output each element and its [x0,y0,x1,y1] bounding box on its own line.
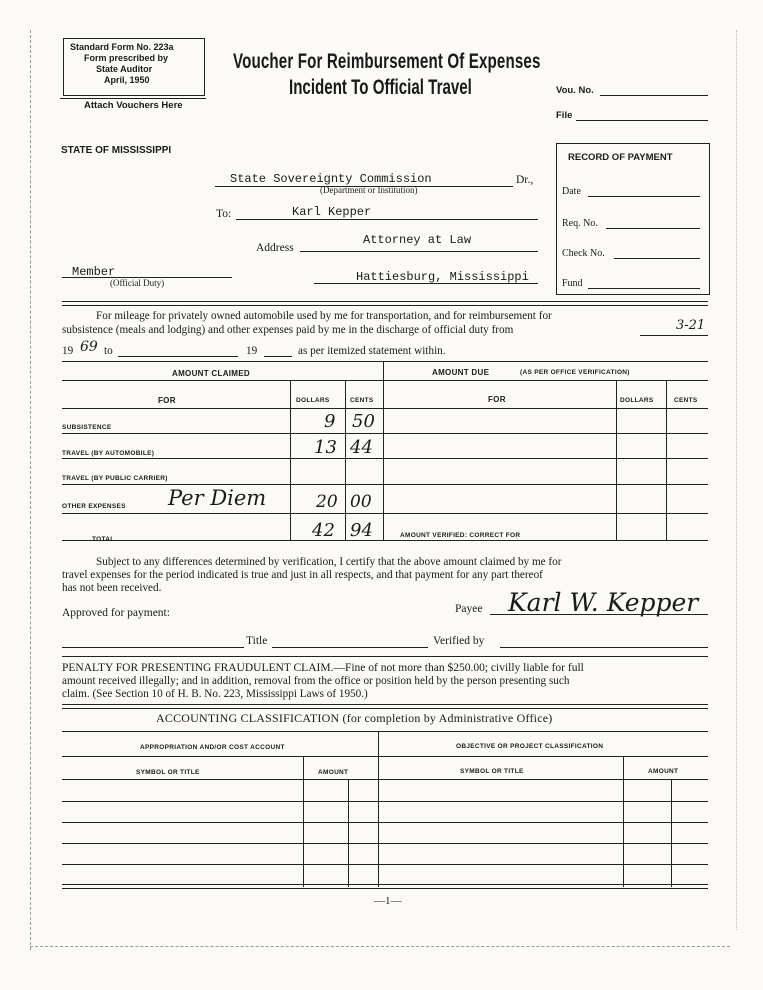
claimed-cents-header: CENTS [350,397,374,404]
form-number-line3: State Auditor [96,64,153,74]
mileage-year-prefix2: 19 [246,345,258,357]
dr-label: Dr., [516,174,534,186]
document-title-line1: Voucher For Reimbursement Of Expenses [233,50,541,73]
other-expenses-note: Per Diem [168,486,267,510]
claimed-for-header: FOR [158,396,176,405]
left-symbol-header: SYMBOL OR TITLE [136,769,200,776]
due-dollars-header: DOLLARS [620,397,654,404]
amount-due-note: (AS PER OFFICE VERIFICATION) [520,369,630,376]
official-duty-value: Member [72,265,116,279]
penalty-line2: amount received illegally; and in addition, removal from the office or position held by the person presenting such [62,675,570,687]
record-req-no-label: Req. No. [562,218,598,229]
mileage-to-label: to [104,345,113,357]
form-number-line1: Standard Form No. 223a [70,42,174,52]
row-dollars: 20 [316,492,338,512]
to-name-value: Karl Kepper [292,205,372,219]
certify-line2: travel expenses for the period indicated is true and just in all respects, and that payment for any part thereof [62,569,543,581]
left-amount-header: AMOUNT [318,769,349,776]
row-label: TRAVEL (BY PUBLIC CARRIER) [62,475,168,482]
objective-header: OBJECTIVE OR PROJECT CLASSIFICATION [456,743,604,750]
voucher-number-label: Vou. No. [556,85,594,96]
penalty-line1: PENALTY FOR PRESENTING FRAUDULENT CLAIM.—Fine of not more than $250.00; civilly liable for full [62,662,584,674]
document-title-line2: Incident To Official Travel [289,76,472,99]
right-amount-header: AMOUNT [648,768,679,775]
row-cents: 00 [350,492,372,512]
page-number: —1— [374,895,402,907]
mileage-tail: as per itemized statement within. [298,345,446,357]
state-heading: STATE OF MISSISSIPPI [61,145,172,156]
row-label: TRAVEL (BY AUTOMOBILE) [62,450,155,457]
right-symbol-header: SYMBOL OR TITLE [460,768,524,775]
payee-label: Payee [455,603,483,615]
address-label: Address [256,242,294,254]
row-dollars: 42 [312,520,335,541]
due-cents-header: CENTS [674,397,698,404]
row-label: OTHER EXPENSES [62,503,126,510]
certify-line1: Subject to any differences determined by verification, I certify that the above amount claimed by me for [96,556,562,568]
mileage-year-value: 69 [80,339,98,355]
row-cents: 44 [350,437,373,458]
claimed-dollars-header: DOLLARS [296,397,330,404]
row-cents: 94 [350,520,373,541]
row-label: TOTAL [92,536,115,543]
address-line1-value: Attorney at Law [363,233,472,247]
title-label: Title [246,635,268,647]
record-of-payment-title: RECORD OF PAYMENT [568,152,673,163]
file-label: File [556,110,573,121]
mileage-line2: subsistence (meals and lodging) and other expenses paid by me in the discharge of official duty from [62,324,514,336]
amount-verified-label: AMOUNT VERIFIED: CORRECT FOR [400,532,521,539]
mileage-year-prefix: 19 [62,345,74,357]
mileage-from-date: 3-21 [676,318,706,333]
row-label: SUBSISTENCE [62,424,112,431]
to-label: To: [216,208,232,220]
record-check-no-label: Check No. [562,248,605,259]
certify-line3: has not been received. [62,582,162,594]
address-line2-value: Hattiesburg, Mississippi [356,270,529,284]
form-number-line4: April, 1950 [104,75,150,85]
attach-vouchers: Attach Vouchers Here [84,100,183,111]
payee-signature: Karl W. Kepper [508,588,699,617]
due-for-header: FOR [488,395,506,404]
row-cents: 50 [352,411,375,432]
row-dollars: 13 [314,437,337,458]
row-dollars: 9 [324,411,336,432]
official-duty-caption: (Official Duty) [110,278,165,288]
record-date-label: Date [562,186,581,197]
department-caption: (Department or Institution) [320,185,418,195]
form-number-line2: Form prescribed by [84,53,169,63]
appropriation-header: APPROPRIATION AND/OR COST ACCOUNT [140,744,285,751]
department-value: State Sovereignty Commission [230,172,432,186]
penalty-line3: claim. (See Section 10 of H. B. No. 223, Mississippi Laws of 1950.) [62,688,368,700]
approved-label: Approved for payment: [62,607,170,619]
record-fund-label: Fund [562,278,583,289]
amount-due-header: AMOUNT DUE [432,368,490,377]
amount-claimed-header: AMOUNT CLAIMED [172,369,250,378]
mileage-line1: For mileage for privately owned automobile used by me for transportation, and for reimbursement for [96,310,552,322]
accounting-title: ACCOUNTING CLASSIFICATION (for completion by Administrative Office) [156,711,553,725]
verified-by-label: Verified by [433,635,485,647]
